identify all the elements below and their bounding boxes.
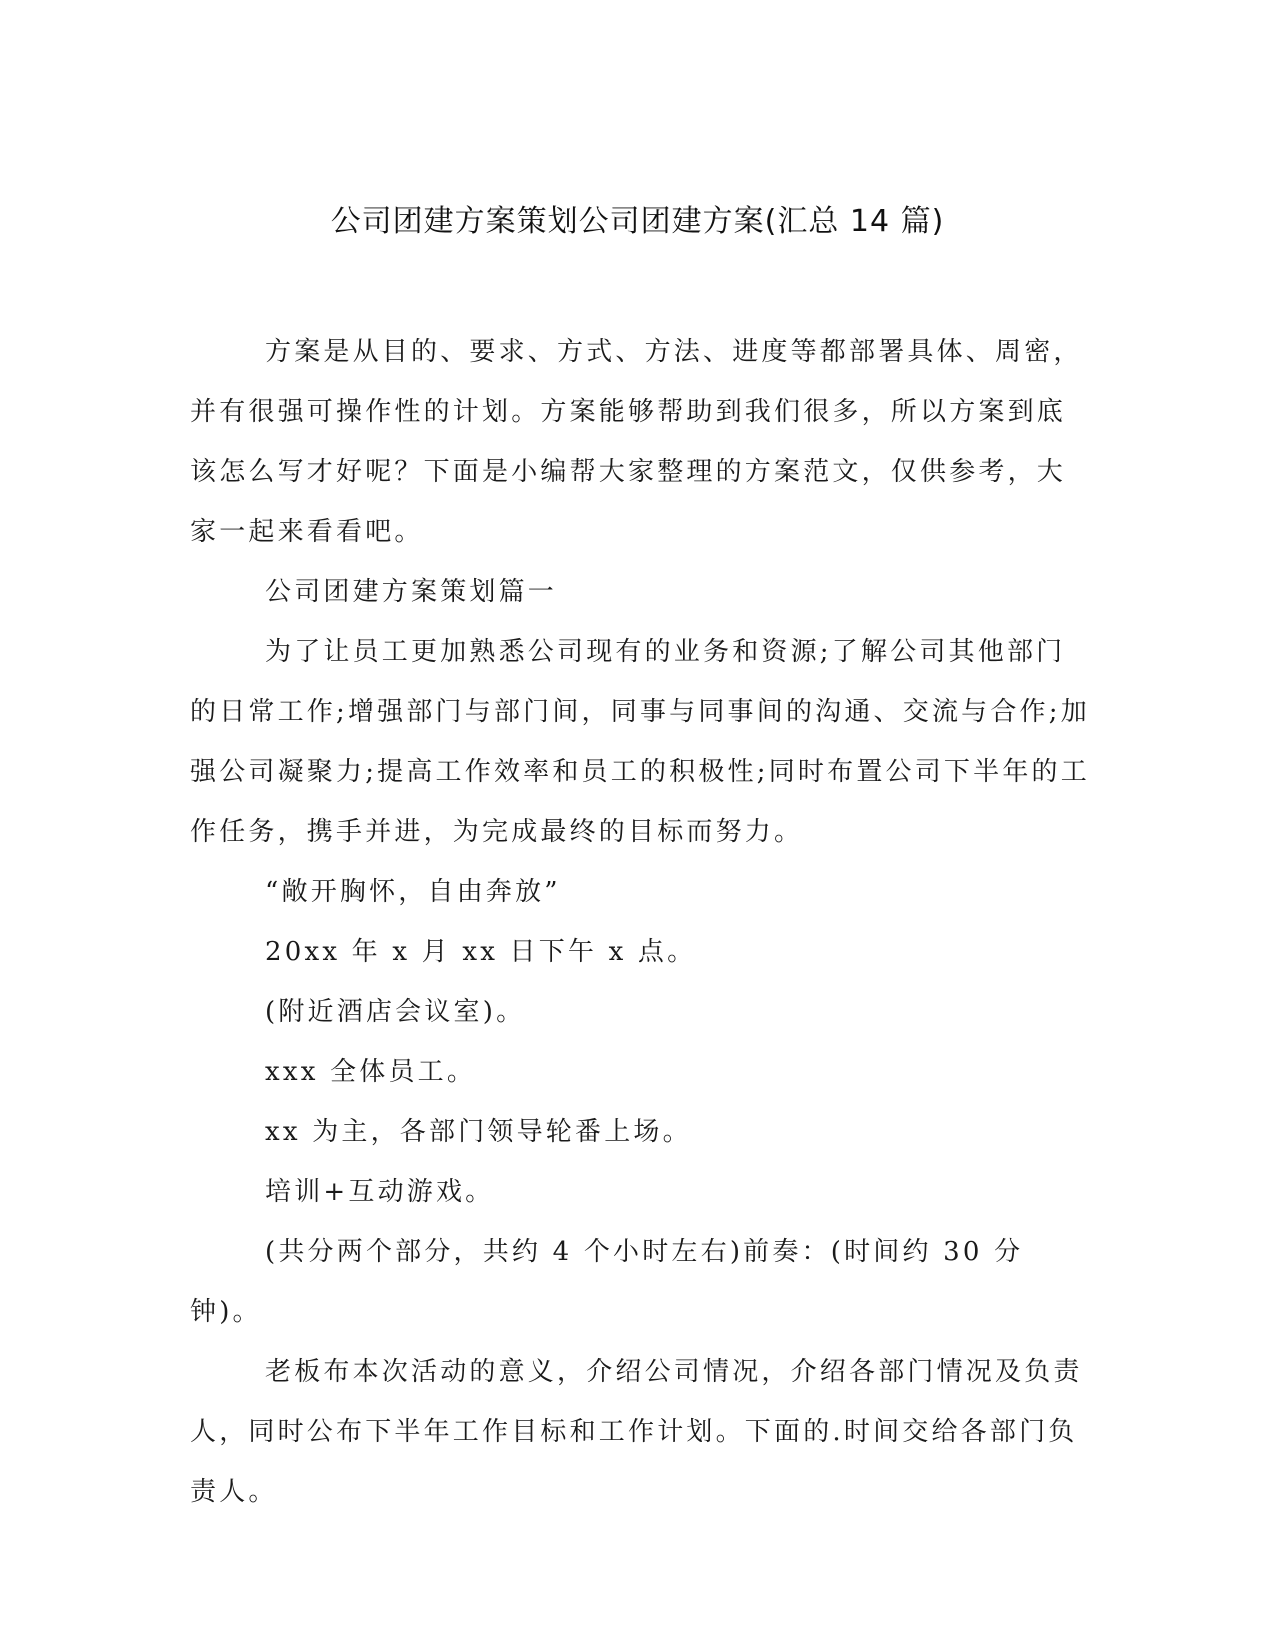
document-title: 公司团建方案策划公司团建方案(汇总 14 篇) — [330, 204, 945, 239]
format-line: 培训+互动游戏。 — [265, 1177, 495, 1207]
participants-line: xxx 全体员工。 — [265, 1057, 477, 1087]
prelude-paragraph: 老板布本次活动的意义，介绍公司情况，介绍各部门情况及负责人，同时公布下半年工作目标和工作计划。下面的.时间交给各部门负责人。 — [190, 1357, 1083, 1507]
schedule-line: (共分两个部分，共约 4 个小时左右)前奏：(时间约 30 分钟)。 — [190, 1237, 1024, 1327]
time-line: 20xx 年 x 月 xx 日下午 x 点。 — [265, 937, 697, 967]
location-line: (附近酒店会议室)。 — [265, 997, 526, 1027]
host-line: xx 为主，各部门领导轮番上场。 — [265, 1117, 692, 1147]
intro-paragraph: 方案是从目的、要求、方式、方法、进度等都部署具体、周密，并有很强可操作性的计划。方案能够帮助到我们很多，所以方案到底该怎么写才好呢？下面是小编帮大家整理的方案范文，仅供参考，大家一起来看看吧。 — [190, 337, 1083, 547]
purpose-paragraph: 为了让员工更加熟悉公司现有的业务和资源;了解公司其他部门的日常工作;增强部门与部门间，同事与同事间的沟通、交流与合作;加强公司凝聚力;提高工作效率和员工的积极性;同时布置公司下半年的工作任务，携手并进，为完成最终的目标而努力。 — [190, 637, 1090, 847]
theme-line: “敞开胸怀，自由奔放” — [265, 877, 561, 907]
document-body — [190, 322, 1090, 1522]
section-heading: 公司团建方案策划篇一 — [265, 577, 558, 607]
